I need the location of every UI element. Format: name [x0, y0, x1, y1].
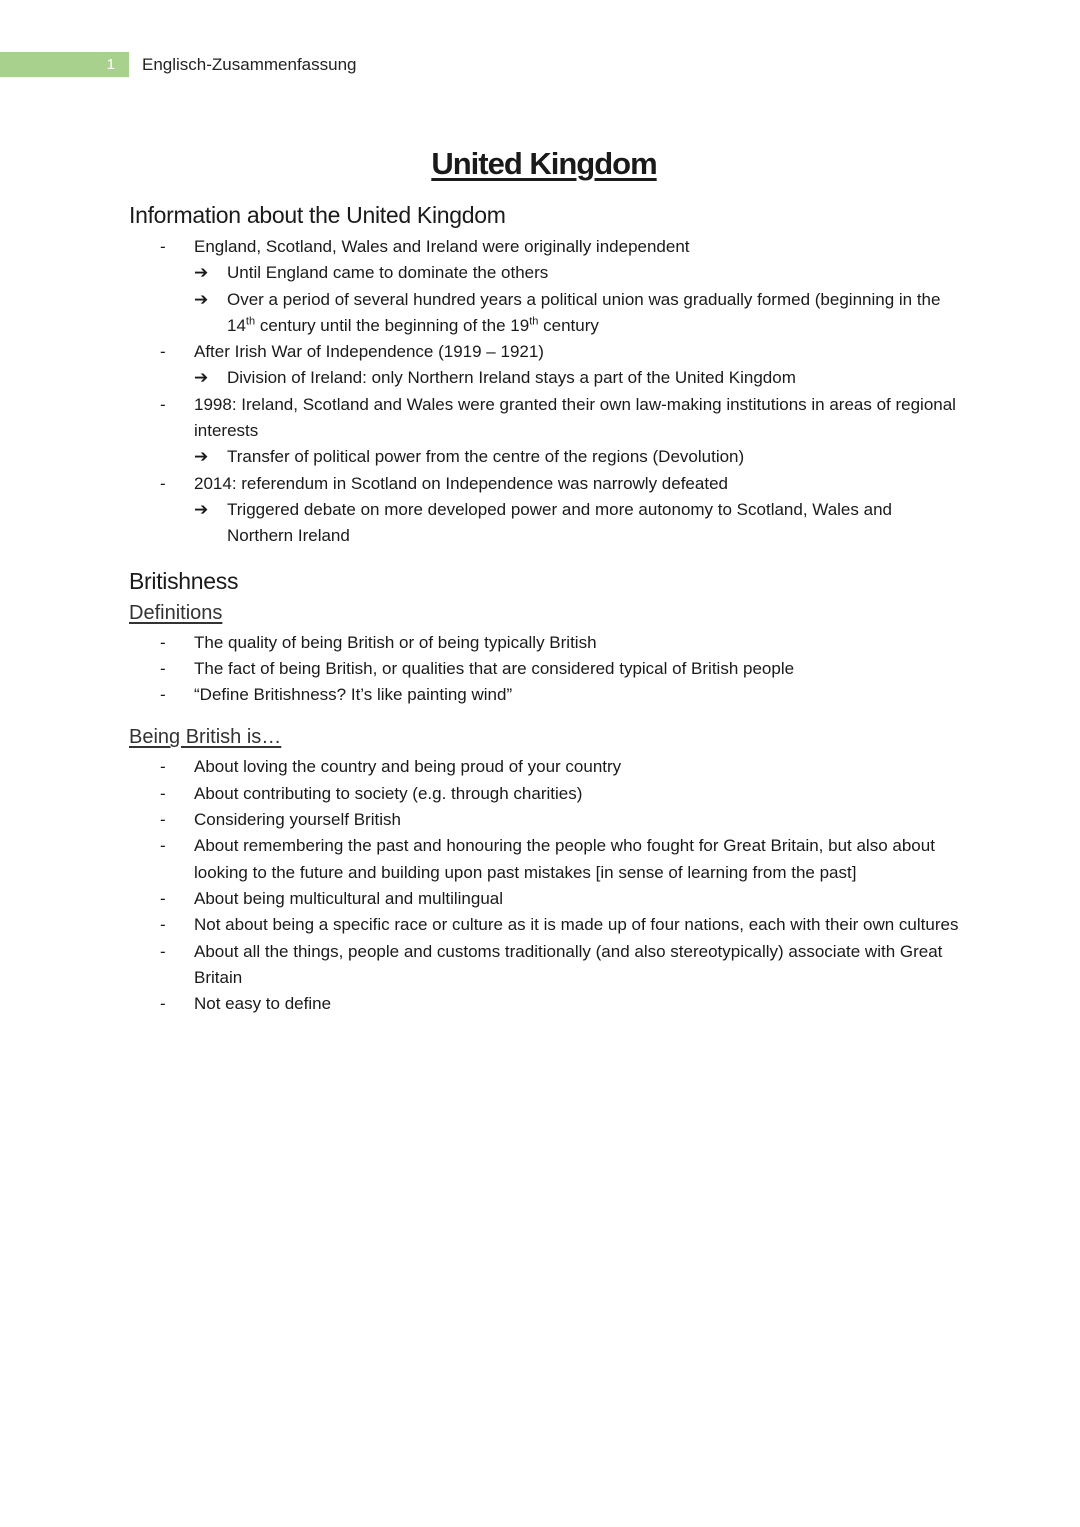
- sub-list-item: [194, 260, 959, 286]
- dash-bullet-icon: -: [160, 685, 166, 705]
- dash-bullet-icon: -: [160, 941, 166, 961]
- list-item-text: The quality of being British or of being typically British: [194, 632, 597, 652]
- dash-bullet-icon: -: [160, 836, 166, 856]
- document-body: [129, 140, 959, 1017]
- list-item-text: The fact of being British, or qualities that are considered typical of British people: [194, 658, 795, 678]
- list-item: [129, 471, 959, 550]
- definitions-list: [129, 630, 959, 709]
- dash-bullet-icon: -: [160, 888, 166, 908]
- dash-bullet-icon: -: [160, 915, 166, 935]
- document-title: United Kingdom: [431, 146, 657, 181]
- sub-list-item: [194, 365, 959, 391]
- list-item-text: After Irish War of Independence (1919 – 1921): [194, 342, 544, 362]
- dash-bullet-icon: -: [160, 342, 166, 362]
- dash-bullet-icon: -: [160, 394, 166, 414]
- sub-list: [194, 497, 959, 550]
- list-item: [129, 682, 959, 708]
- list-item: [129, 234, 959, 339]
- arrow-right-icon: ➔: [194, 499, 209, 519]
- list-item-text: Not easy to define: [194, 994, 332, 1014]
- list-item: [129, 630, 959, 656]
- sub-list-item-text: Triggered debate on more developed power and more autonomy to Scotland, Wales and Northern Ireland: [227, 499, 892, 546]
- list-item: [129, 754, 959, 780]
- list-item: [129, 886, 959, 912]
- list-item: [129, 991, 959, 1017]
- sub-heading-being-british: Being British is…: [129, 726, 282, 749]
- list-item: [129, 939, 959, 992]
- list-item-text: About remembering the past and honouring the people who fought for Great Britain, but also about looking to the future and building upon past mistakes [in sense of learning from the past]: [194, 836, 935, 882]
- sub-list-item-text: Division of Ireland: only Northern Ireland stays a part of the United Kingdom: [227, 368, 796, 388]
- sub-list-item: [194, 497, 959, 550]
- dash-bullet-icon: -: [160, 473, 166, 493]
- sub-list: [194, 260, 959, 339]
- list-item-text: About loving the country and being proud of your country: [194, 757, 622, 777]
- list-item: [129, 807, 959, 833]
- list-item: [129, 912, 959, 938]
- arrow-right-icon: ➔: [194, 368, 209, 388]
- arrow-right-icon: ➔: [194, 289, 209, 309]
- list-item-text: England, Scotland, Wales and Ireland were originally independent: [194, 237, 690, 256]
- list-item-text: “Define Britishness? It’s like painting wind”: [194, 685, 513, 705]
- list-item-text: Not about being a specific race or culture as it is made up of four nations, each with their own cultures: [194, 915, 959, 935]
- text-segment: Over a period of several hundred years a political union was gradually formed (beginning in the 14: [227, 289, 941, 335]
- text-segment: century: [538, 315, 599, 335]
- list-item: [129, 781, 959, 807]
- sub-list: [194, 365, 959, 391]
- arrow-right-icon: ➔: [194, 263, 209, 283]
- page-header: [0, 52, 600, 77]
- section-heading-uk-info: Information about the United Kingdom: [129, 202, 506, 228]
- header-title: Englisch-Zusammenfassung: [142, 55, 357, 74]
- dash-bullet-icon: -: [160, 632, 166, 652]
- list-item-text: 2014: referendum in Scotland on Independence was narrowly defeated: [194, 473, 728, 493]
- superscript: th: [245, 315, 256, 328]
- arrow-right-icon: ➔: [194, 447, 209, 467]
- sub-list-item-text: Until England came to dominate the others: [227, 263, 549, 283]
- sub-list-item: [194, 444, 959, 470]
- list-item-text: Considering yourself British: [194, 810, 401, 830]
- list-item-text: About being multicultural and multilingual: [194, 888, 504, 908]
- superscript: th: [529, 315, 539, 328]
- list-item: [129, 833, 959, 886]
- sub-list-item-text: [227, 290, 940, 335]
- sub-list-item-text: Transfer of political power from the centre of the regions (Devolution): [227, 447, 745, 467]
- list-item-text: About all the things, people and customs traditionally (and also stereotypically) associate with Great Britain: [194, 941, 943, 987]
- list-item: [129, 339, 959, 392]
- sub-list-item: [194, 287, 959, 340]
- being-british-list: [129, 754, 959, 1017]
- text-segment: century until the beginning of the 19: [255, 315, 530, 335]
- dash-bullet-icon: -: [160, 994, 166, 1014]
- dash-bullet-icon: -: [160, 237, 166, 256]
- page-number: 1: [0, 52, 129, 77]
- dash-bullet-icon: -: [160, 810, 166, 830]
- sub-list: [194, 444, 959, 470]
- dash-bullet-icon: -: [160, 658, 166, 678]
- dash-bullet-icon: -: [160, 783, 166, 803]
- list-item-text: About contributing to society (e.g. through charities): [194, 783, 583, 803]
- sub-heading-definitions: Definitions: [129, 601, 223, 624]
- uk-info-list: [129, 234, 959, 550]
- dash-bullet-icon: -: [160, 757, 166, 777]
- list-item: [129, 392, 959, 471]
- section-heading-britishness: Britishness: [129, 567, 239, 594]
- list-item: [129, 656, 959, 682]
- list-item-text: 1998: Ireland, Scotland and Wales were granted their own law-making institutions in areas of regional interests: [194, 394, 956, 441]
